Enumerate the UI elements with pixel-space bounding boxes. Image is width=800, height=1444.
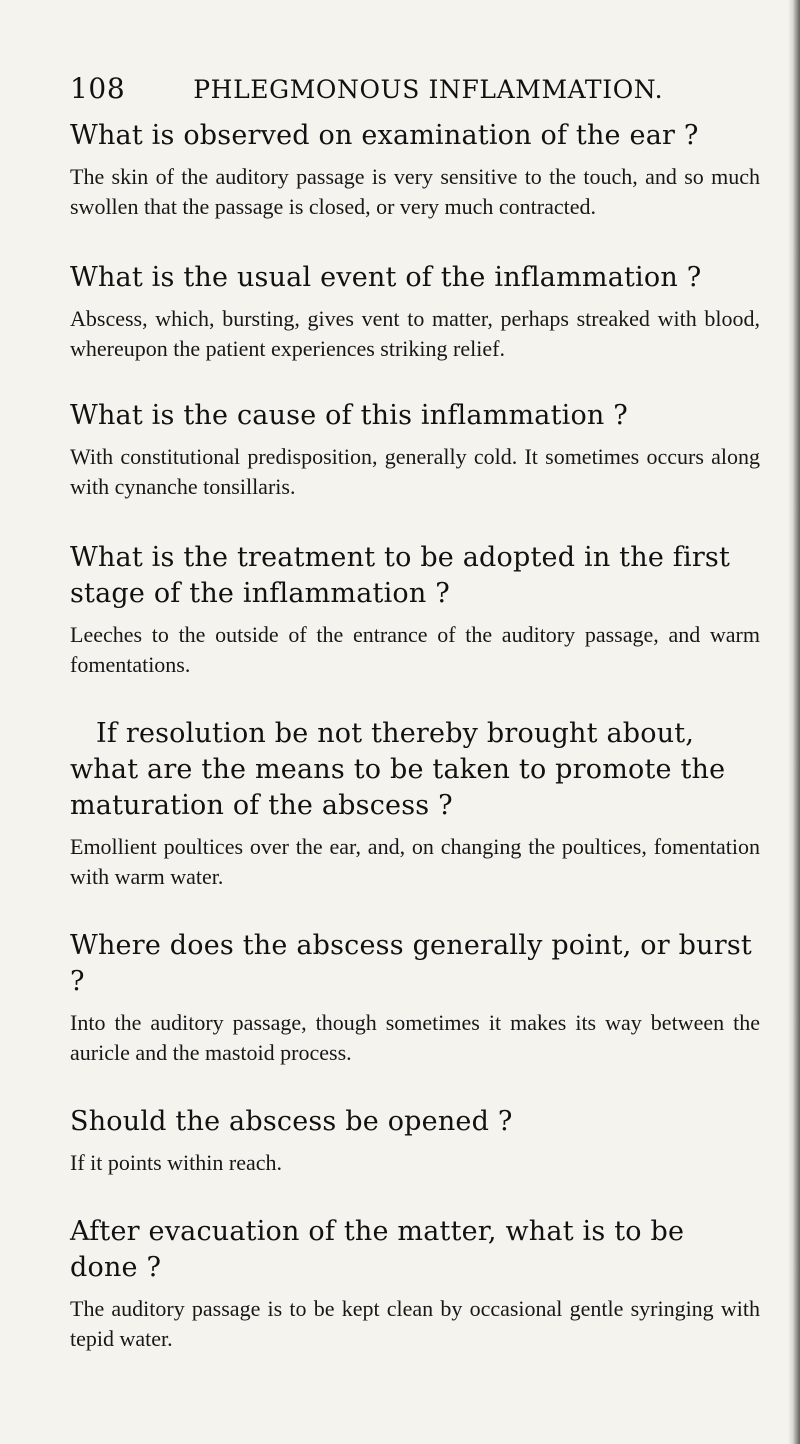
running-head: [70, 72, 760, 105]
qa-entry-7: [70, 1104, 760, 1178]
qa-entry-1: [70, 118, 760, 222]
answer-7: If it points within reach.: [70, 1150, 283, 1175]
answer-4: Leeches to the outside of the entrance of the auditory passage, and warm fomentations.: [70, 622, 760, 677]
question-7: Should the abscess be opened ?: [70, 1106, 513, 1137]
answer-3: With constitutional predisposition, generally cold. It sometimes occurs along with cynanche tonsillaris.: [70, 444, 760, 499]
page-content: [70, 118, 760, 1388]
answer-8: The auditory passage is to be kept clean by occasional gentle syringing with tepid water.: [70, 1296, 760, 1351]
qa-entry-5: [70, 716, 760, 892]
page-number: 108: [70, 72, 126, 105]
question-8: After evacuation of the matter, what is to be done ?: [70, 1216, 685, 1283]
qa-entry-3: [70, 398, 760, 502]
qa-entry-2: [70, 260, 760, 364]
answer-6: Into the auditory passage, though sometimes it makes its way between the auricle and the mastoid process.: [70, 1010, 760, 1065]
qa-entry-6: [70, 928, 760, 1068]
question-1: What is observed on examination of the ear ?: [70, 120, 699, 151]
answer-5: Emollient poultices over the ear, and, on changing the poultices, fomentation with warm water.: [70, 834, 760, 889]
qa-entry-8: [70, 1214, 760, 1354]
question-3: What is the cause of this inflammation ?: [70, 400, 628, 431]
answer-2: Abscess, which, bursting, gives vent to matter, perhaps streaked with blood, whereupon the patient experiences striking relief.: [70, 306, 760, 361]
page-edge-shadow: [788, 0, 800, 1444]
qa-entry-4: [70, 540, 760, 680]
question-5: If resolution be not thereby brought about, what are the means to be taken to promote the maturation of the abscess ?: [70, 718, 726, 821]
running-title: PHLEGMONOUS INFLAMMATION.: [193, 75, 664, 104]
answer-1: The skin of the auditory passage is very sensitive to the touch, and so much swollen that the passage is closed, or very much contracted.: [70, 164, 760, 219]
question-2: What is the usual event of the inflammation ?: [70, 262, 702, 293]
question-6: Where does the abscess generally point, or burst ?: [70, 930, 752, 997]
question-4: What is the treatment to be adopted in the first stage of the inflammation ?: [70, 542, 731, 609]
